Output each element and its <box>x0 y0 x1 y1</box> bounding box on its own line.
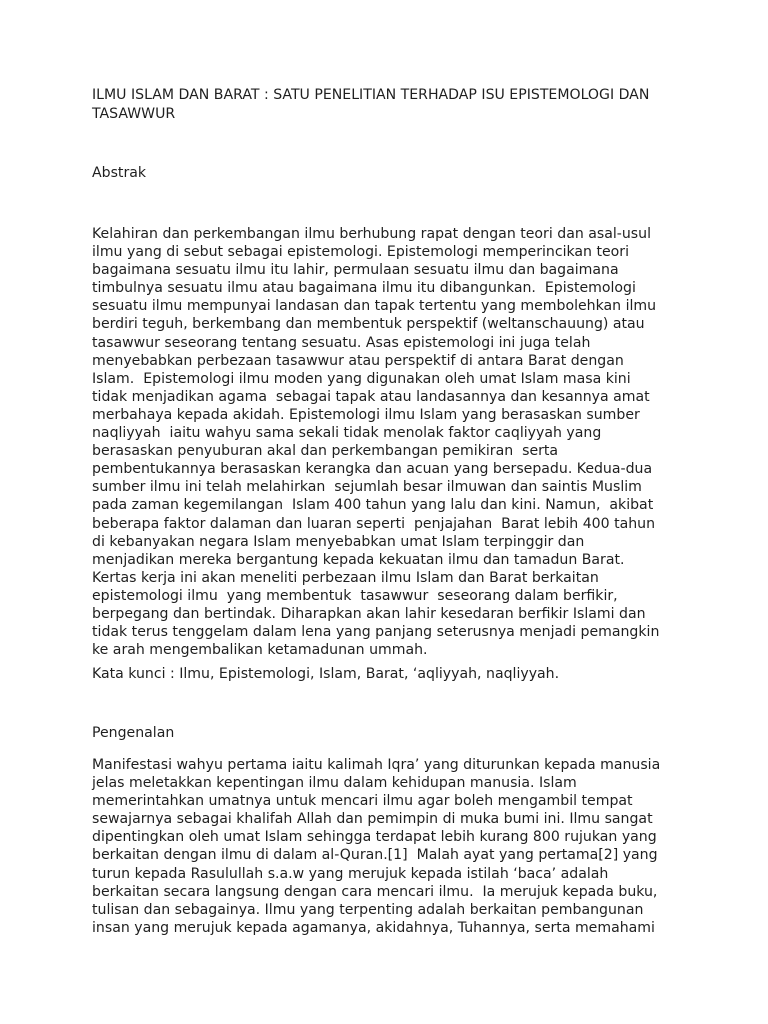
text-line: Islam. Epistemologi ilmu moden yang digunakan oleh umat Islam masa kini <box>92 370 631 387</box>
text-line: berasaskan penyuburan akal dan perkembangan pemikiran serta <box>92 443 559 460</box>
title-line: TASAWWUR <box>92 106 176 122</box>
text-line: ilmu yang di sebut sebagai epistemologi. Epistemologi memperincikan teori <box>92 244 629 261</box>
text-line: berkaitan secara langsung dengan cara mencari ilmu. Ia merujuk kepada buku, <box>92 883 658 900</box>
abstract-paragraph <box>92 225 702 659</box>
text-line: jelas meletakkan kepentingan ilmu dalam kehidupan manusia. Islam <box>92 775 577 792</box>
text-line: turun kepada Rasulullah s.a.w yang merujuk kepada istilah ‘baca’ adalah <box>92 865 609 882</box>
text-line: memerintahkan umatnya untuk mencari ilmu agar boleh mengambil tempat <box>92 793 633 810</box>
text-line: menyebabkan perbezaan tasawwur atau perspektif di antara Barat dengan <box>92 352 624 369</box>
text-line: berkaitan dengan ilmu di dalam al-Quran.[1] Malah ayat yang pertama[2] yang <box>92 847 658 864</box>
text-line: Manifestasi wahyu pertama iaitu kalimah Iqra’ yang diturunkan kepada manusia <box>92 757 661 773</box>
document-title <box>92 86 692 124</box>
text-line: dipentingkan oleh umat Islam sehingga terdapat lebih kurang 800 rujukan yang <box>92 829 657 846</box>
text-line: di kebanyakan negara Islam menyebabkan umat Islam terpinggir dan <box>92 533 585 550</box>
text-line: tidak menjadikan agama sebagai tapak atau landasannya dan kesannya amat <box>92 388 650 405</box>
title-line: ILMU ISLAM DAN BARAT : SATU PENELITIAN TERHADAP ISU EPISTEMOLOGI DAN <box>92 87 650 103</box>
text-line: sewajarnya sebagai khalifah Allah dan pemimpin di muka bumi ini. Ilmu sangat <box>92 811 653 828</box>
introduction-heading: Pengenalan <box>92 725 175 741</box>
text-line: menjadikan mereka bergantung kepada kekuatan ilmu dan tamadun Barat. <box>92 551 625 568</box>
text-line: berpegang dan bertindak. Diharapkan akan lahir kesedaran berfikir Islami dan <box>92 605 646 622</box>
text-line: insan yang merujuk kepada agamanya, akidahnya, Tuhannya, serta memahami <box>92 919 655 936</box>
text-line: Kertas kerja ini akan meneliti perbezaan ilmu Islam dan Barat berkaitan <box>92 569 599 586</box>
text-line: naqliyyah iaitu wahyu sama sekali tidak menolak faktor caqliyyah yang <box>92 425 602 442</box>
text-line: bagaimana sesuatu ilmu itu lahir, permulaan sesuatu ilmu dan bagaimana <box>92 262 619 279</box>
keywords-line: Kata kunci : Ilmu, Epistemologi, Islam, Barat, ‘aqliyyah, naqliyyah. <box>92 666 560 682</box>
text-line: tasawwur seseorang tentang sesuatu. Asas epistemologi ini juga telah <box>92 334 591 351</box>
text-line: sesuatu ilmu mempunyai landasan dan tapak tertentu yang membolehkan ilmu <box>92 298 657 315</box>
abstract-heading: Abstrak <box>92 165 147 181</box>
text-line: tidak terus tenggelam dalam lena yang panjang seterusnya menjadi pemangkin <box>92 624 660 641</box>
text-line: pada zaman kegemilangan Islam 400 tahun yang lalu dan kini. Namun, akibat <box>92 497 654 514</box>
text-line: beberapa faktor dalaman dan luaran seperti penjajahan Barat lebih 400 tahun <box>92 515 656 532</box>
text-line: Kelahiran dan perkembangan ilmu berhubung rapat dengan teori dan asal-usul <box>92 226 651 242</box>
introduction-paragraph <box>92 756 702 937</box>
text-line: timbulnya sesuatu ilmu atau bagaimana ilmu itu dibangunkan. Epistemologi <box>92 280 636 297</box>
text-line: tulisan dan sebagainya. Ilmu yang terpenting adalah berkaitan pembangunan <box>92 901 644 918</box>
text-line: berdiri teguh, berkembang dan membentuk perspektif (weltanschauung) atau <box>92 316 645 333</box>
text-line: merbahaya kepada akidah. Epistemologi ilmu Islam yang berasaskan sumber <box>92 406 640 423</box>
text-line: ke arah mengembalikan ketamadunan ummah. <box>92 642 428 659</box>
text-line: sumber ilmu ini telah melahirkan sejumlah besar ilmuwan dan saintis Muslim <box>92 479 642 496</box>
text-line: pembentukannya berasaskan kerangka dan acuan yang bersepadu. Kedua-dua <box>92 461 653 478</box>
text-line: epistemologi ilmu yang membentuk tasawwur seseorang dalam berfikir, <box>92 587 618 604</box>
